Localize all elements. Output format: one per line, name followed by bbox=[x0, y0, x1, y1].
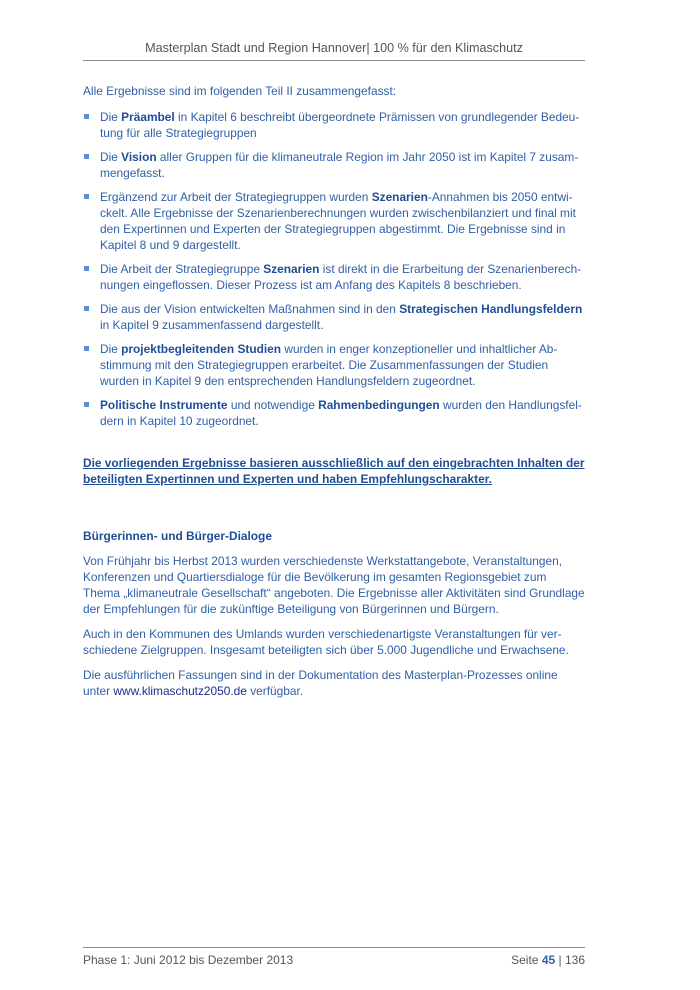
list-item: Die aus der Vision entwickelten Maßnahmen sind in den Strategischen Handlungsfeldern in Kapitel 9 zusammenfassend dargestellt. bbox=[83, 301, 585, 333]
paragraph: Die ausführlichen Fassungen sind in der Dokumentation des Masterplan-Prozesses online unter www.klimaschutz2050.de verfügbar. bbox=[83, 668, 558, 698]
paragraph: Von Frühjahr bis Herbst 2013 wurden verschiedenste Werkstattangebote, Veranstaltungen, Konferenzen und Quartiersdialoge für die Bevölkerung im gesamten Regionsgebiet zum Thema „klimaneutrale Gesellschaft“ angeboten. Die Ergebnisse aller Aktivitäten sind Grundlage der Empfehlungen für die zukünftige Beteiligung von Bürgerinnen und Bürgern. bbox=[83, 554, 585, 616]
bullet-square-icon bbox=[84, 114, 89, 119]
bullet-square-icon bbox=[84, 402, 89, 407]
list-item: Die Präambel in Kapitel 6 beschreibt übergeordnete Prämissen von grundlegender Bedeu-tung für alle Strategiegruppen bbox=[83, 109, 585, 141]
page-header: Masterplan Stadt und Region Hannover| 100 % für den Klimaschutz bbox=[83, 41, 585, 61]
bullet-square-icon bbox=[84, 266, 89, 271]
section-heading: Bürgerinnen- und Bürger-Dialoge bbox=[83, 529, 272, 543]
list-item: Die Vision aller Gruppen für die klimaneutrale Region im Jahr 2050 ist im Kapitel 7 zusam-mengefasst. bbox=[83, 149, 585, 181]
bullet-square-icon bbox=[84, 346, 89, 351]
phase-label: Phase 1: Juni 2012 bis Dezember 2013 bbox=[83, 953, 294, 967]
main-content bbox=[83, 83, 585, 708]
list-item: Politische Instrumente und notwendige Rahmenbedingungen wurden den Handlungsfel-dern in Kapitel 10 zugeordnet. bbox=[83, 397, 585, 429]
page-number: Seite 45 | 136 bbox=[511, 953, 585, 967]
bullet-square-icon bbox=[84, 154, 89, 159]
list-item: Die Arbeit der Strategiegruppe Szenarien ist direkt in die Erarbeitung der Szenarienberech-nungen eingeflossen. Dieser Prozess ist am Anfang des Kapitels 8 beschrieben. bbox=[83, 261, 585, 293]
website-link[interactable]: www.klimaschutz2050.de bbox=[113, 684, 247, 698]
bullet-square-icon bbox=[84, 306, 89, 311]
disclaimer-text: Die vorliegenden Ergebnisse basieren ausschließlich auf den eingebrachten Inhalten der beteiligten Expertinnen und Experten und haben Empfehlungscharakter. bbox=[83, 456, 585, 486]
page-footer bbox=[83, 947, 585, 967]
bullet-square-icon bbox=[84, 194, 89, 199]
paragraph: Auch in den Kommunen des Umlands wurden verschiedenartigste Veranstaltungen für ver-schiedene Zielgruppen. Insgesamt beteiligten sich über 5.000 Jugendliche und Erwachsene. bbox=[83, 627, 569, 657]
list-item: Die projektbegleitenden Studien wurden in enger konzeptioneller und inhaltlicher Ab-stimmung mit den Strategiegruppen erarbeitet. Die Zusammenfassungen der Studien wurden in Kapitel 9 den entsprechenden Handlungsfeldern zugeordnet. bbox=[83, 341, 585, 389]
results-list bbox=[83, 109, 585, 429]
intro-text: Alle Ergebnisse sind im folgenden Teil II zusammengefasst: bbox=[83, 84, 397, 98]
list-item: Ergänzend zur Arbeit der Strategiegruppen wurden Szenarien-Annahmen bis 2050 entwi-ckelt. Alle Ergebnisse der Szenarienberechnungen wurden zwischenbilanziert und final mit den Expertinnen und Experten der Strategiegruppen abgestimmt. Die Ergebnisse sind in Kapitel 8 und 9 dargestellt. bbox=[83, 189, 585, 253]
